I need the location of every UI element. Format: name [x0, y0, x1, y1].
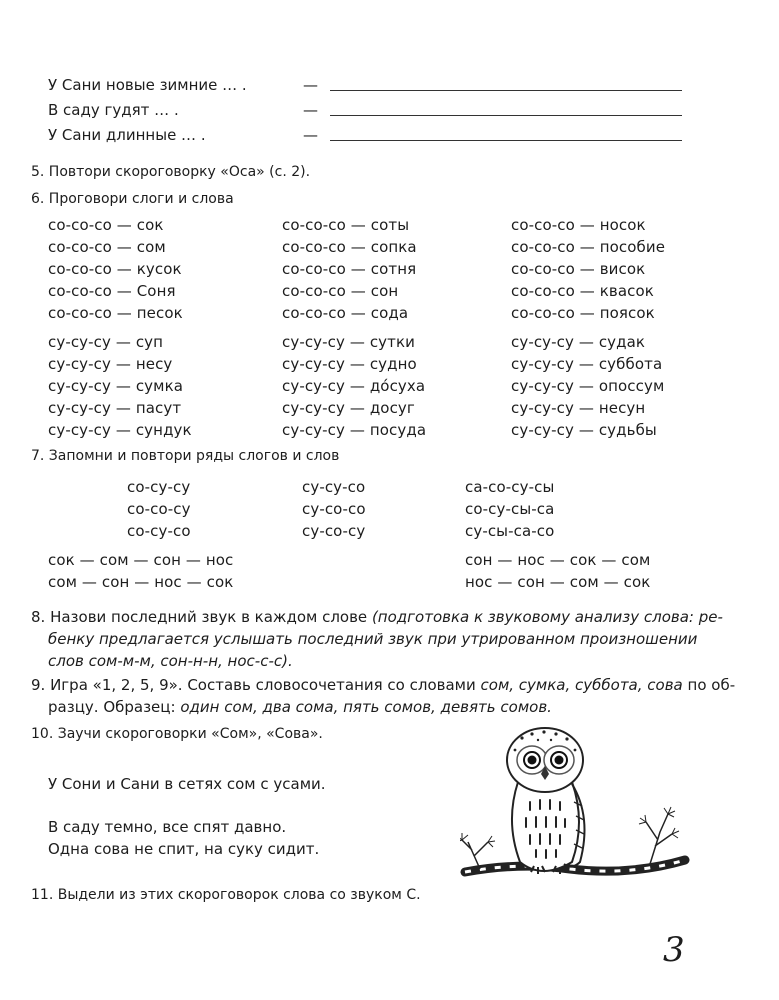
syllable-series: со-су-со [127, 522, 191, 540]
answer-line-3[interactable] [330, 140, 682, 141]
answer-line-1[interactable] [330, 90, 682, 91]
syllable-row: су-су-су — опоссум [511, 377, 665, 395]
syllable-row: со-со-со — сода [282, 304, 409, 322]
syllable-series: су-сы-са-со [465, 522, 555, 540]
syllable-series: су-со-со [302, 500, 366, 518]
syllable-row: со-со-со — сотня [282, 260, 417, 278]
answer-line-2[interactable] [330, 115, 682, 116]
tongue-twister-sova-2: Одна сова не спит, на суку сидит. [48, 840, 320, 858]
syllable-row: со-со-со — пособие [511, 238, 666, 256]
fill-in-line-2: В саду гудят … . [48, 101, 179, 119]
syllable-row: су-су-су — сутки [282, 333, 416, 351]
syllable-row: со-со-со — висок [511, 260, 646, 278]
syllable-row: со-со-со — поясок [511, 304, 655, 322]
syllable-row: со-со-со — соты [282, 216, 410, 234]
dash: — [303, 76, 318, 94]
task-9-tail: по об- [682, 676, 736, 694]
syllable-row: со-со-со — сопка [282, 238, 417, 256]
syllable-row: су-су-су — судак [511, 333, 646, 351]
task-8-line-2: бенку предлагается услышать последний звук при утрированном произношении [48, 630, 698, 648]
task-8-line-1 [31, 608, 723, 626]
syllable-series: су-су-со [302, 478, 366, 496]
task-9-words: сом, сумка, суббота, сова [480, 676, 683, 694]
syllable-series: со-су-су [127, 478, 191, 496]
task-9-line-1 [31, 676, 735, 694]
task-7: 7. Запомни и повтори ряды слогов и слов [31, 448, 340, 464]
word-series: сом — сон — нос — сок [48, 573, 234, 591]
word-series: нос — сон — сом — сок [465, 573, 651, 591]
dash: — [303, 101, 318, 119]
tongue-twister-som: У Сони и Сани в сетях сом с усами. [48, 775, 326, 793]
task-6: 6. Проговори слоги и слова [31, 191, 234, 207]
syllable-row: су-су-су — суббота [511, 355, 663, 373]
syllable-row: су-су-су — судно [282, 355, 417, 373]
syllable-series: со-со-су [127, 500, 191, 518]
task-9-line-2 [48, 698, 552, 716]
fill-in-line-1: У Сани новые зимние … . [48, 76, 247, 94]
syllable-row: су-су-су — посуда [282, 421, 427, 439]
task-9-sample: один сом, два сома, пять сомов, девять сомов. [180, 698, 552, 716]
owl-illustration [460, 722, 690, 902]
dash: — [303, 126, 318, 144]
task-8-line-3: слов сом-м-м, сон-н-н, нос-с-с). [48, 652, 293, 670]
syllable-series: са-со-су-сы [465, 478, 555, 496]
syllable-row: со-со-со — Соня [48, 282, 176, 300]
syllable-row: су-су-су — несун [511, 399, 646, 417]
syllable-row: со-со-со — сом [48, 238, 166, 256]
task-8-lead: 8. Назови последний звук в каждом слове [31, 608, 372, 626]
tongue-twister-sova-1: В саду темно, все спят давно. [48, 818, 287, 836]
word-series: сон — нос — сок — сом [465, 551, 651, 569]
syllable-row: су-су-су — сумка [48, 377, 184, 395]
syllable-row: су-су-су — судьбы [511, 421, 657, 439]
syllable-row: су-су-су — несу [48, 355, 173, 373]
fill-in-line-3: У Сани длинные … . [48, 126, 206, 144]
syllable-row: су-су-су — досуг [282, 399, 415, 417]
syllable-row: со-со-со — квасок [511, 282, 654, 300]
syllable-row: со-со-со — кусок [48, 260, 182, 278]
syllable-row: су-су-су — суп [48, 333, 164, 351]
syllable-series: со-су-сы-са [465, 500, 555, 518]
task-10: 10. Заучи скороговорки «Сом», «Сова». [31, 726, 323, 742]
syllable-row: су-су-су — сундук [48, 421, 192, 439]
syllable-row: со-со-со — сон [282, 282, 399, 300]
syllable-row: со-со-со — сок [48, 216, 164, 234]
task-8-note: (подготовка к звуковому анализу слова: ре- [371, 608, 723, 626]
word-series: сок — сом — сон — нос [48, 551, 234, 569]
task-11: 11. Выдели из этих скороговорок слова со звуком С. [31, 887, 421, 903]
syllable-row: со-со-со — носок [511, 216, 646, 234]
syllable-row: су-су-су — пасут [48, 399, 182, 417]
syllable-row: су-су-су — до́суха [282, 377, 426, 395]
task-9-lead: 9. Игра «1, 2, 5, 9». Составь словосочетания со словами [31, 676, 481, 694]
task-5: 5. Повтори скороговорку «Оса» (с. 2). [31, 164, 311, 180]
page-number: 3 [663, 930, 685, 970]
syllable-series: су-со-су [302, 522, 366, 540]
syllable-row: со-со-со — песок [48, 304, 183, 322]
task-9-sample-label: разцу. Образец: [48, 698, 181, 716]
